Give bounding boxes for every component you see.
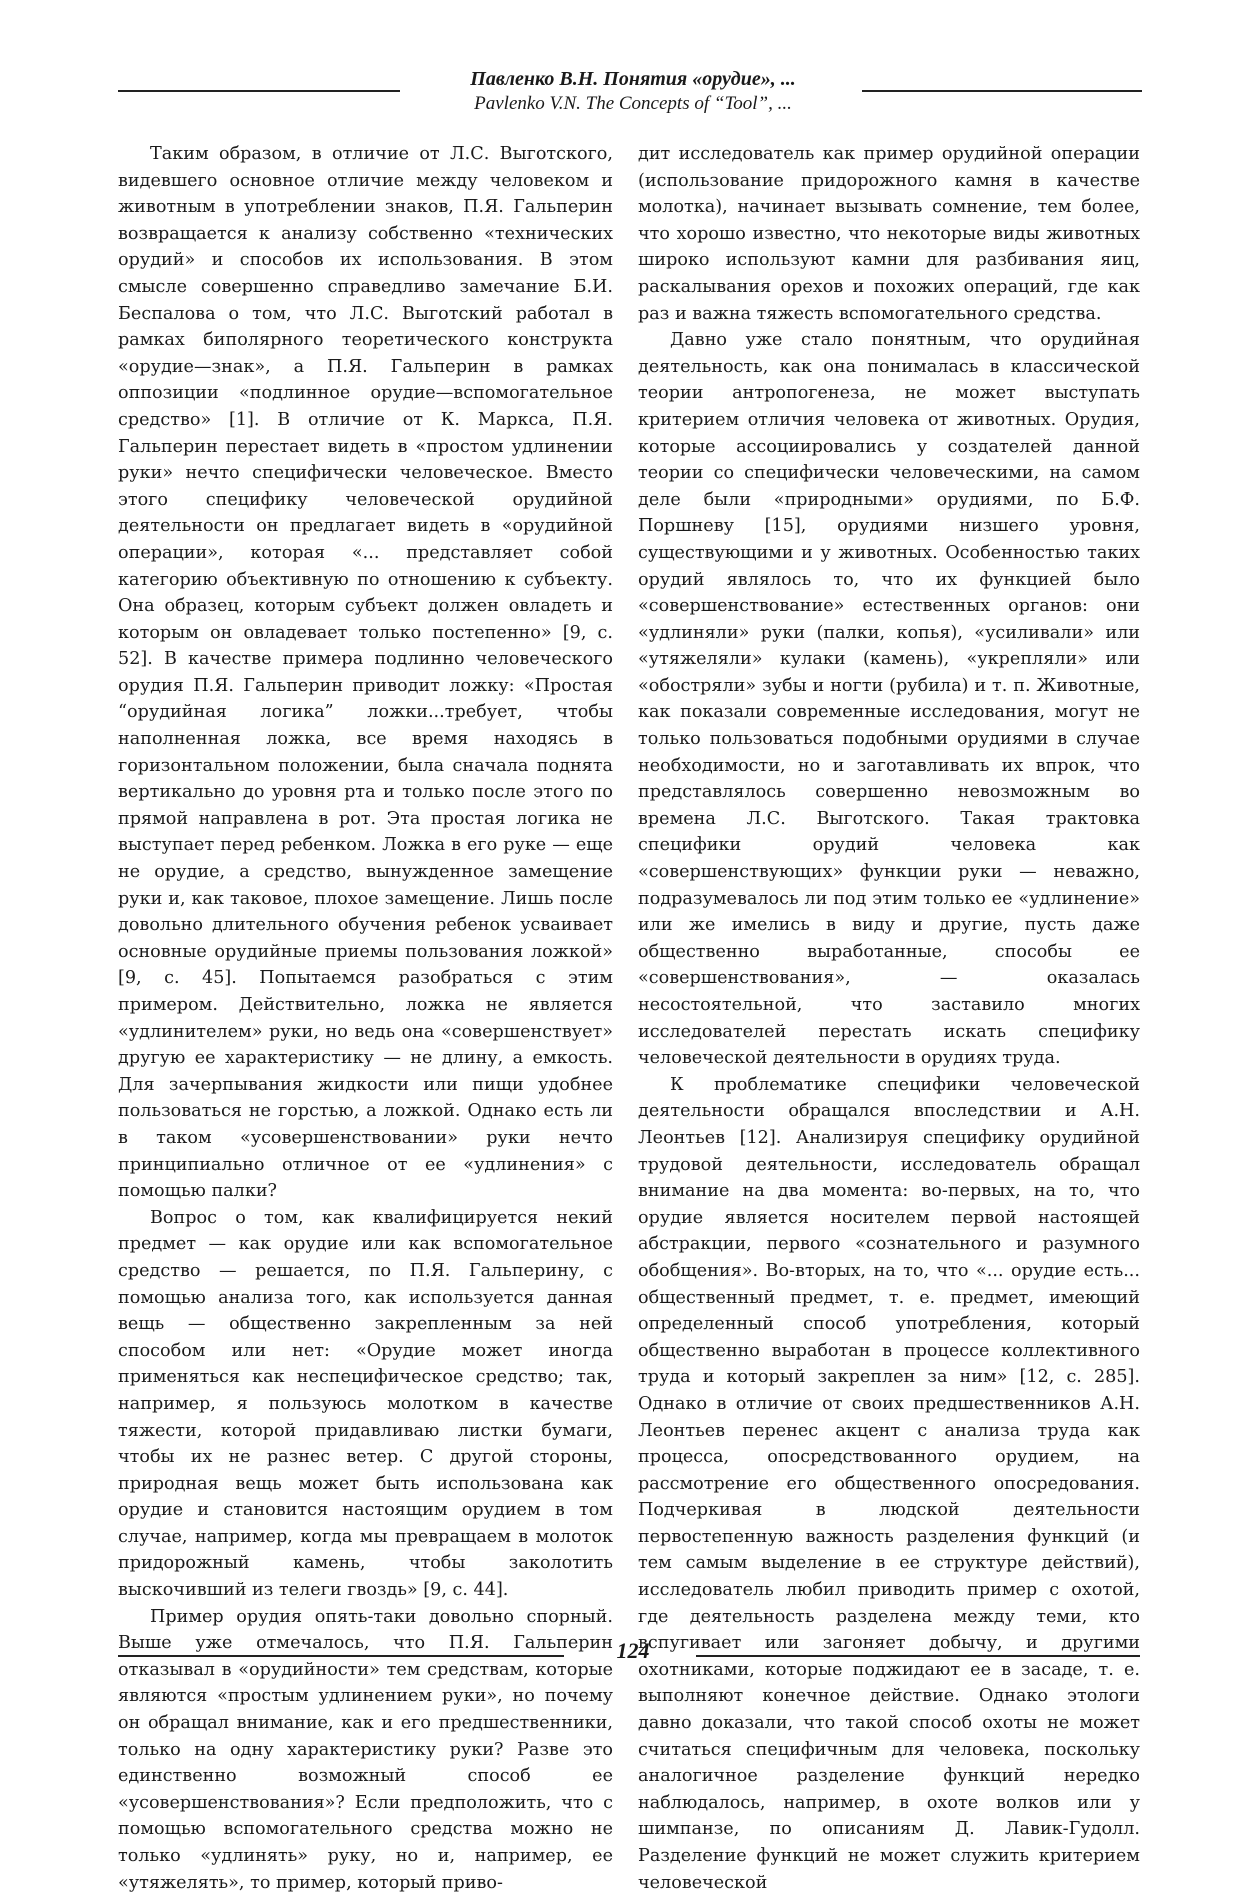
paragraph-continued: дит исследователь как пример орудийной операции (использование придорожного камня в качестве молотка), начинает вызывать сомнение, тем более, что хорошо известно, что некоторые виды животных широко используют камни для разбивания яиц, раскалывания орехов и похожих операций, где как раз и важна тяжесть вспомогательного средства. xyxy=(638,144,1140,324)
footer-rule-left xyxy=(118,1655,564,1657)
paragraph: Вопрос о том, как квалифицируется некий предмет — как орудие или как вспомогательное средство — решается, по П.Я. Гальперину, с помощью анализа того, как используется данная вещь — общественно закрепленным за ней способом или нет: «Орудие может иногда применяться как неспецифическое средство; так, например, я пользуюсь молотком в качестве тяжести, которой придавливаю листки бумаги, чтобы их не разнес ветер. С другой стороны, природная вещь может быть использована как орудие и становится настоящим орудием в том случае, например, когда мы превращаем в молоток придорожный камень, чтобы заколотить выскочивший из телеги гвоздь» [9, с. 44]. xyxy=(118,1207,613,1601)
page-footer xyxy=(118,1640,1140,1670)
header-rule-left xyxy=(118,90,400,92)
running-header xyxy=(118,66,1140,126)
paragraph: Таким образом, в отличие от Л.С. Выготского, видевшего основное отличие между человеком и животным в употреблении знаков, П.Я. Гальперин возвращается к анализу собственно «технических орудий» и способов их использования. В этом смысле совершенно справедливо замечание Б.И. Беспалова о том, что Л.С. Выготский работал в рамках биполярного теоретического конструкта «орудие—знак», а П.Я. Гальперин в рамках оппозиции «подлинное орудие—вспомогательное средство» [1]. В отличие от К. Маркса, П.Я. Гальперин перестает видеть в «простом удлинении руки» нечто специфически человеческое. Вместо этого специфику человеческой орудийной деятельности он предлагает видеть в «орудийной операции», которая «... представляет собой категорию объективную по отношению к субъекту. Она образец, которым субъект должен овладеть и которым он овладевает только постепенно» [9, с. 52]. В качестве примера подлинно человеческого орудия П.Я. Гальперин приводит ложку: «Простая “орудийная логика” ложки...требует, чтобы наполненная ложка, все время находясь в горизонтальном положении, была сначала поднята вертикально до уровня рта и только после этого по прямой направлена в рот. Эта простая логика не выступает перед ребенком. Ложка в его руке — еще не орудие, а средство, вынужденное замещение руки и, как таковое, плохое замещение. Лишь после довольно длительного обучения ребенок усваивает основные орудийные приемы пользования ложкой» [9, с. 45]. Попытаемся разобраться с этим примером. Действительно, ложка не является «удлинителем» руки, но ведь она «совершенствует» другую ее характеристику — не длину, а емкость. Для зачерпывания жидкости или пищи удобнее пользоваться не горстью, а ложкой. Однако есть ли в таком «усовершенствовании» руки нечто принципиально отличное от ее «удлинения» с помощью палки? xyxy=(118,144,613,1202)
header-title-en: Pavlenko V.N. The Concepts of “Tool”, ... xyxy=(474,93,792,114)
footer-rule-right xyxy=(696,1655,1140,1657)
page-number: 124 xyxy=(616,1638,650,1663)
header-titles xyxy=(418,66,848,116)
paragraph: Давно уже стало понятным, что орудийная деятельность, как она понималась в классической теории антропогенеза, не может выступать критерием отличия человека от животных. Орудия, которые ассоциировались у создателей данной теории со специфически человеческими, на самом деле были «природными» орудиями, по Б.Ф. Поршневу [15], орудиями низшего уровня, существующими и у животных. Особенностью таких орудий являлось то, что их функцией было «совершенствование» естественных органов: они «удлиняли» руки (палки, копья), «усиливали» или «утяжеляли» кулаки (камень), «укрепляли» или «обостряли» зубы и ногти (рубила) и т. п. Животные, как показали современные исследования, могут не только пользоваться подобными орудиями в случае необходимости, но и заготавливать их впрок, что представлялось совершенно невозможным во времена Л.С. Выготского. Такая трактовка специфики орудий человека как «совершенствующих» функции руки — неважно, подразумевалось ли под этим только ее «удлинение» или же имелись в виду и другие, пусть даже общественно выработанные, способы ее «совершенствования», — оказалась несостоятельной, что заставило многих исследователей перестать искать специфику человеческой деятельности в орудиях труда. xyxy=(638,330,1140,1069)
paragraph: Пример орудия опять-таки довольно спорный. Выше уже отмечалось, что П.Я. Гальперин отказывал в «орудийности» тем средствам, которые являются «простым удлинением руки», но почему он обращал внимание, как и его предшественники, только на одну характеристику руки? Разве это единственно возможный способ ее «усовершенствования»? Если предположить, что с помощью вспомогательного средства можно не только «удлинять» руку, но и, например, ее «утяжелять», то пример, который приво- xyxy=(118,1606,613,1893)
left-column xyxy=(118,141,613,1896)
paragraph: К проблематике специфики человеческой деятельности обращался впоследствии и А.Н. Леонтьев [12]. Анализируя специфику орудийной трудовой деятельности, исследователь обращал внимание на два момента: во-первых, на то, что орудие является носителем первой настоящей абстракции, первого «сознательного и разумного обобщения». Во-вторых, на то, что «... орудие есть... общественный предмет, т. е. предмет, имеющий определенный способ употребления, который общественно выработан в процессе коллективного труда и который закреплен за ним» [12, с. 285]. Однако в отличие от своих предшественников А.Н. Леонтьев перенес акцент с анализа труда как процесса, опосредствованного орудием, на рассмотрение его общественного опосредования. Подчеркивая в людской деятельности первостепенную важность разделения функций (и тем самым выделение в ее структуре действий), исследователь любил приводить пример с охотой, где деятельность разделена между теми, кто вспугивает или загоняет добычу, и другими охотниками, которые поджидают ее в засаде, т. е. выполняют конечное действие. Однако этологи давно доказали, что такой способ охоты не может считаться специфичным для человека, поскольку аналогичное разделение функций нередко наблюдалось, например, в охоте волков или у шимпанзе, по описаниям Д. Лавик-Гудолл. Разделение функций не может служить критерием человеческой xyxy=(638,1074,1140,1893)
header-title-ru: Павленко В.Н. Понятия «орудие», ... xyxy=(470,68,796,90)
right-column xyxy=(638,141,1140,1896)
header-rule-right xyxy=(862,90,1142,92)
